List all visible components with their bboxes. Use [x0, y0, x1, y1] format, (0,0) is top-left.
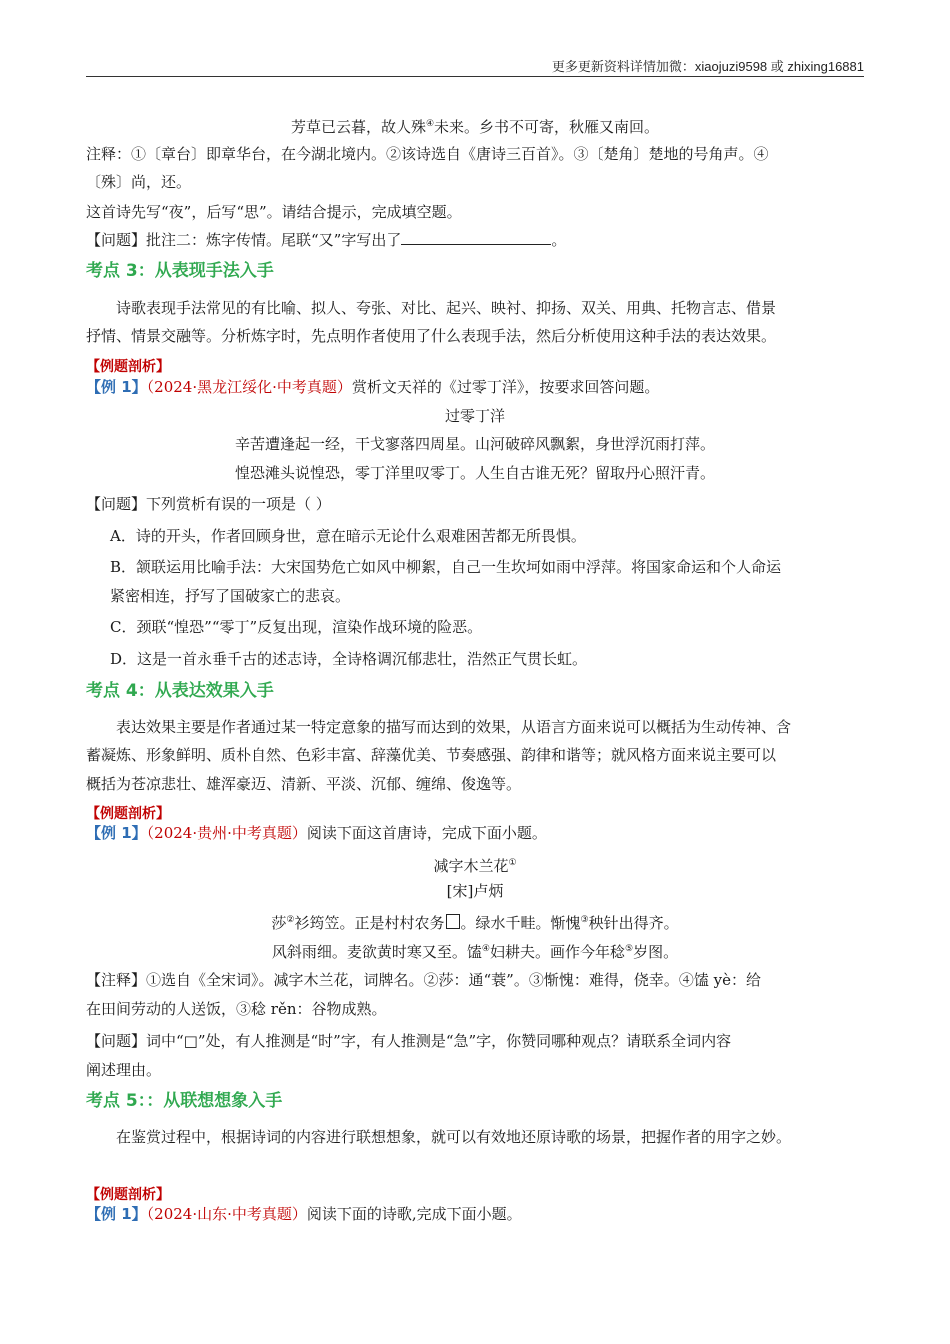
section-title-kaodian5: 考点 5：：从联想想象入手: [86, 1091, 283, 1111]
example-analysis-label: 【例题剖析】: [86, 359, 170, 375]
poem-line: 风斜雨细。麦欲黄时寒又至。馌④妇耕夫。画作今年稔⑤岁图。: [271, 943, 679, 961]
example-heading: 【例 1】（2024·黑龙江绥化·中考真题）赏析文天祥的《过零丁洋》，按要求回答问题。: [86, 378, 660, 396]
example-heading: 【例 1】（2024·山东·中考真题）阅读下面的诗歌,完成下面小题。: [86, 1205, 522, 1223]
header-rule: [86, 76, 864, 77]
note-line: 〔殊〕尚，还。: [86, 173, 192, 191]
poem-last-line: 芳草已云暮，故人殊④未来。乡书不可寄，秋雁又南回。: [290, 118, 660, 136]
poem-author: [宋]卢炳: [446, 882, 504, 900]
paragraph-line: 概括为苍凉悲壮、雄浑豪迈、清新、平淡、沉郁、缠绵、俊逸等。: [86, 775, 522, 793]
paragraph-line: 表达效果主要是作者通过某一特定意象的描写而达到的效果，从语言方面来说可以概括为生动传神、含: [116, 718, 792, 736]
option-b-continued: 紧密相连，抒写了国破家亡的悲哀。: [110, 587, 351, 605]
paragraph-line: 抒情、情景交融等。分析炼字时，先点明作者使用了什么表现手法，然后分析使用这种手法的表达效果。: [86, 327, 777, 345]
poem-title: 过零丁洋: [444, 407, 505, 425]
question-text: 【问题】词中“□”处，有人推测是“时”字，有人推测是“急”字，你赞同哪种观点？请联系全词内容: [86, 1032, 732, 1050]
page-header: 更多更新资料详情加微：xiaojuzi9598 或 zhixing16881: [551, 59, 864, 74]
example-heading: 【例 1】（2024·贵州·中考真题）阅读下面这首唐诗，完成下面小题。: [86, 824, 547, 842]
option-d[interactable]: D．这是一首永垂千古的述志诗，全诗格调沉郁悲壮，浩然正气贯长虹。: [110, 650, 588, 668]
blank-box: [446, 914, 460, 929]
section-title-kaodian4: 考点 4：从表达效果入手: [86, 681, 274, 701]
poem-line: 辛苦遭逢起一经，干戈寥落四周星。山河破碎风飘絮，身世浮沉雨打萍。: [234, 435, 715, 453]
note-line: 注释：①〔章台〕即章华台，在今湖北境内。②该诗选自《唐诗三百首》。③〔楚角〕楚地的号角声。④: [86, 145, 769, 163]
note-line: 【注释】①选自《全宋词》。减字木兰花，词牌名。②莎：通“蓑”。③惭愧：难得，侥幸。④馌 yè：给: [86, 971, 761, 989]
option-c[interactable]: C．颈联“惶恐”“零丁”反复出现，渲染作战环境的险恶。: [110, 618, 483, 636]
option-b[interactable]: B．颔联运用比喻手法：大宋国势危亡如风中柳絮，自己一生坎坷如雨中浮萍。将国家命运和个人命运: [110, 558, 782, 576]
option-a[interactable]: A．诗的开头，作者回顾身世，意在暗示无论什么艰难困苦都无所畏惧。: [110, 527, 586, 545]
poem-line: 惶恐滩头说惶恐，零丁洋里叹零丁。人生自古谁无死？留取丹心照汗青。: [234, 464, 715, 482]
answer-blank[interactable]: [401, 230, 551, 245]
example-analysis-label: 【例题剖析】: [86, 806, 170, 822]
note-line: 在田间劳动的人送饭，③稔 rěn：谷物成熟。: [86, 1000, 387, 1018]
paragraph-line: 诗歌表现手法常见的有比喻、拟人、夸张、对比、起兴、映衬、抑扬、双关、用典、托物言志、借景: [116, 299, 777, 317]
paragraph-line: 在鉴赏过程中，根据诗词的内容进行联想想象，就可以有效地还原诗歌的场景，把握作者的用字之妙。: [116, 1128, 792, 1146]
question-text: 【问题】下列赏析有误的一项是（ ）: [86, 495, 331, 513]
question-text: 阐述理由。: [86, 1061, 162, 1079]
paragraph-line: 蓄凝炼、形象鲜明、质朴自然、色彩丰富、辞藻优美、节奏感强、韵律和谐等；就风格方面来说主要可以: [86, 746, 777, 764]
question-text: 【问题】批注二：炼字传情。尾联“又”字写出了 。: [86, 231, 567, 249]
poem-title: 减字木兰花①: [433, 857, 517, 875]
poem-line: 莎②衫筠笠。正是村村农务 。绿水千畦。惭愧③秧针出得齐。: [271, 914, 679, 932]
intro-text: 这首诗先写“夜”，后写“思”。请结合提示，完成填空题。: [86, 203, 462, 221]
section-title-kaodian3: 考点 3：从表现手法入手: [86, 261, 274, 281]
example-analysis-label: 【例题剖析】: [86, 1187, 170, 1203]
